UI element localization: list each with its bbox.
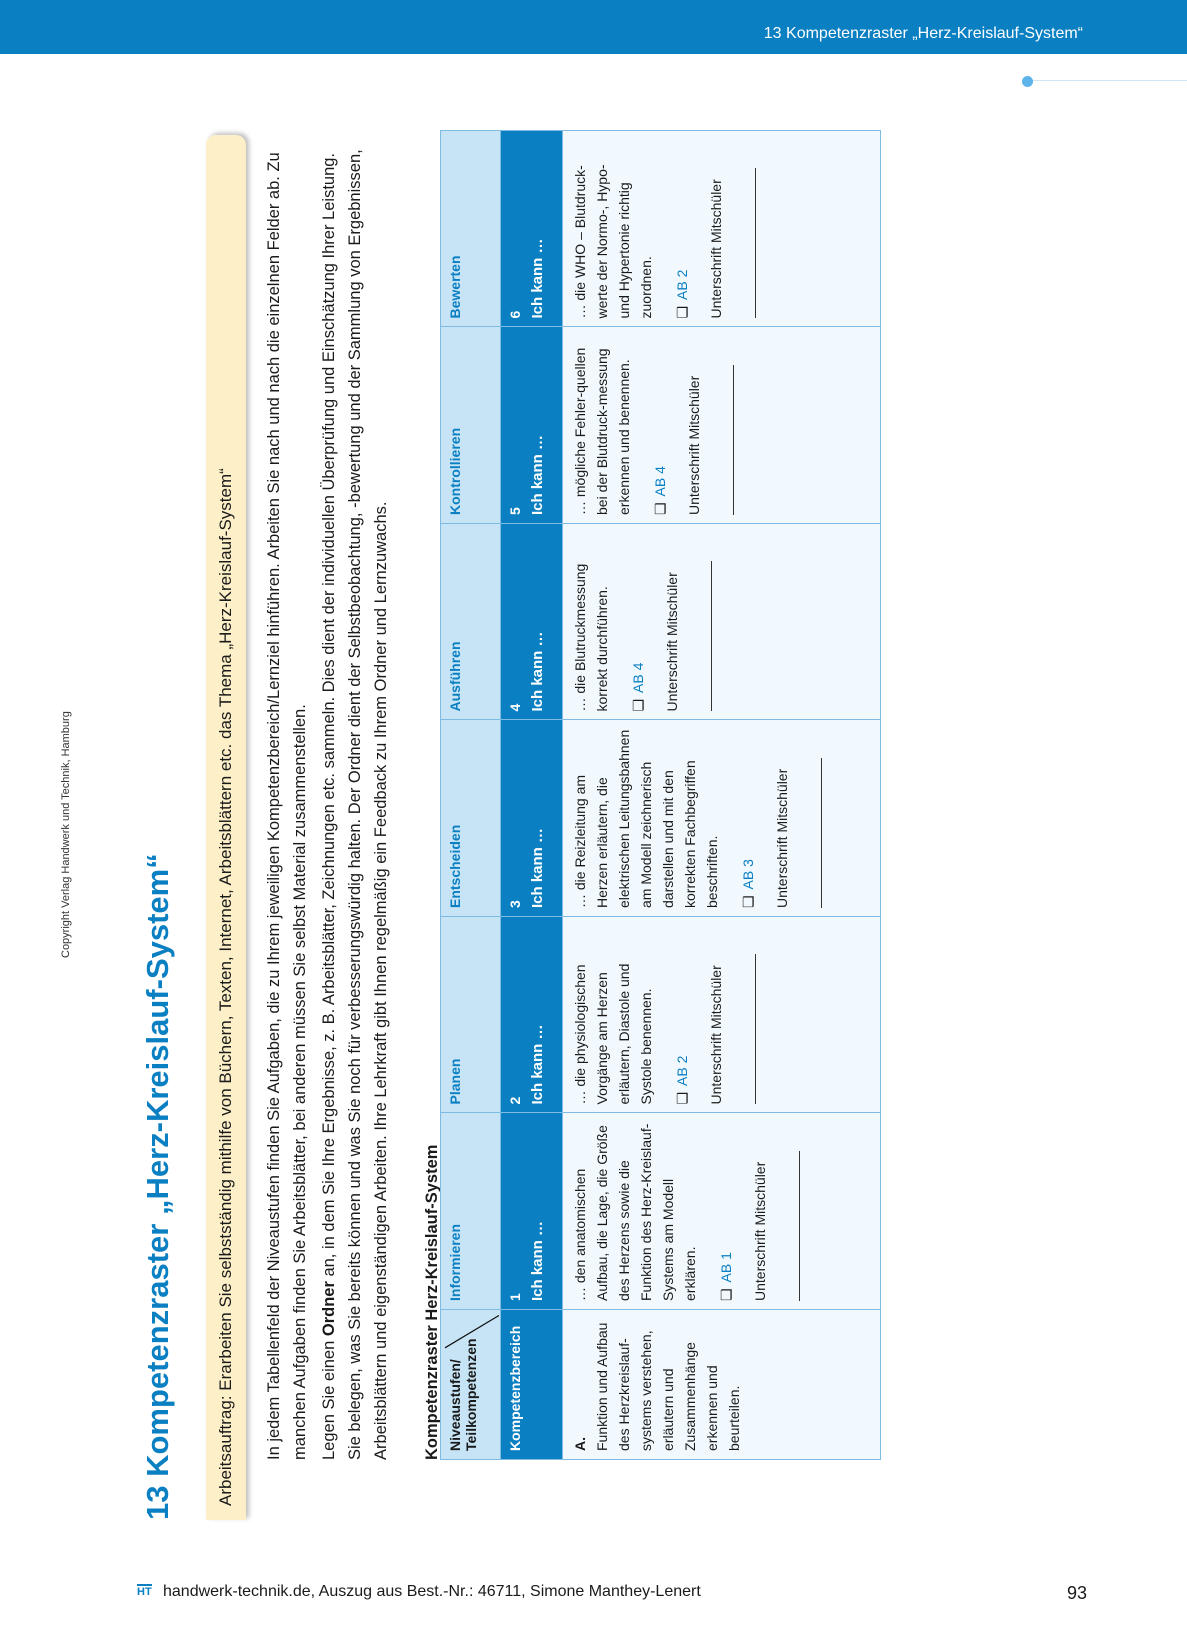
ich-kann-label: Ich kann … <box>529 631 546 712</box>
para2-bold: Ordner <box>320 1281 338 1337</box>
footer-text[interactable]: handwerk-technik.de, Auszug aus Best.-Nr.: 46711, Simone Manthey-Lenert <box>163 1583 701 1600</box>
task-text: … die Reizleitung am Herzen erläutern, die elektrischen Leitungsbahnen am Modell zeichnerisch darstellen und mit den korrekten Fachbegriffen beschriften. <box>572 729 720 908</box>
running-header: 13 Kompetenzraster „Herz-Kreislauf-System“ <box>763 25 1083 42</box>
stage-ausfuehren: Ausführen <box>441 524 501 721</box>
signature-label: Unterschrift Mitschüler <box>752 1161 768 1301</box>
signature-line[interactable] <box>711 562 712 712</box>
worksheet-ref[interactable] <box>737 729 759 909</box>
checkbox-icon[interactable]: ❑ <box>740 895 756 908</box>
level-number: 2 <box>507 1096 523 1105</box>
signature-line[interactable] <box>755 955 756 1105</box>
signature-label: Unterschrift Mitschüler <box>774 768 790 908</box>
task-cell-6 <box>563 131 881 328</box>
ich-kann-label: Ich kann … <box>529 238 546 319</box>
corner-top-cell <box>441 1310 501 1460</box>
stage-kontrollieren: Kontrollieren <box>441 327 501 524</box>
task-text: … die physiologischen Vorgänge am Herzen erläutern, Diastole und Systole benennen. <box>572 963 654 1105</box>
checkbox-icon[interactable]: ❑ <box>630 698 646 712</box>
worksheet-ref[interactable] <box>671 139 693 319</box>
task-text: … mögliche Fehler-quellen bei der Blutdruck-messung erkennen und benennen. <box>572 347 632 515</box>
worksheet-label: AB 1 <box>718 1252 734 1283</box>
worksheet-label: AB 2 <box>674 269 690 300</box>
signature-line[interactable] <box>755 169 756 319</box>
task-cell-4 <box>563 524 881 721</box>
footer <box>137 1583 1087 1607</box>
signature-line[interactable] <box>733 365 734 515</box>
stage-informieren: Informieren <box>441 1113 501 1310</box>
task-text: … die WHO – Blutdruck-werte der Normo-, Hypo- und Hypertonie richtig zuordnen. <box>572 164 654 319</box>
page-title: 13 Kompetenzraster „Herz-Kreislauf-System“ <box>140 853 175 1520</box>
signature-label: Unterschrift Mitschüler <box>686 375 702 515</box>
corner-arrow-icon <box>443 1315 499 1457</box>
table-caption: Kompetenzraster Herz-Kreislauf-System <box>423 1144 441 1460</box>
para2-start: Legen Sie einen <box>320 1336 338 1460</box>
rotated-page-content <box>130 130 920 1520</box>
level-cell-4 <box>501 524 563 721</box>
checkbox-icon[interactable]: ❑ <box>674 305 690 319</box>
signature-label: Unterschrift Mitschüler <box>708 965 724 1105</box>
checkbox-icon[interactable]: ❑ <box>718 1288 734 1301</box>
decor-line <box>1028 80 1187 81</box>
task-cell-5 <box>563 327 881 524</box>
stage-row <box>441 131 501 1460</box>
stage-planen: Planen <box>441 917 501 1114</box>
level-number: 5 <box>507 507 523 515</box>
page-number: 93 <box>1066 1583 1087 1603</box>
level-cell-5 <box>501 327 563 524</box>
ich-kann-label: Ich kann … <box>529 434 546 515</box>
row-label-cell <box>563 1310 881 1460</box>
signature-label: Unterschrift Mitschüler <box>708 179 724 319</box>
checkbox-icon[interactable]: ❑ <box>652 502 668 515</box>
corner-bottom-cell <box>501 1310 563 1460</box>
level-cell-2 <box>501 917 563 1114</box>
ich-kann-label: Ich kann … <box>529 1024 546 1105</box>
folder-paragraph <box>316 130 394 1460</box>
task-text: … den anatomischen Aufbau, die Lage, die Größe des Herzens sowie die Funktion des Herz-Kreislauf-Systems am Modell erklären. <box>572 1123 698 1301</box>
level-number: 6 <box>507 310 523 319</box>
top-bar <box>0 0 1187 54</box>
copyright-note: Copyright Verlag Handwerk und Technik, Hamburg <box>60 711 72 958</box>
para2-rest: an, in dem Sie Ihre Ergebnisse, z. B. Arbeitsblätter, Zeichnungen etc. sammeln. Dies dient der individuellen Überprüfung und Einschätzung Ihrer Leistung. Sie belegen, was Sie bereits können und was Sie noch für verbesserungswürdig halten. Der Ordner dient der Selbstbeobachtung, -bewertung und der Sammlung von Ergebnissen, Arbeitsblättern und eigenständigen Arbeiten. Ihre Lehrkraft gibt Ihnen regelmäßig ein Feedback zu Ihrem Ordner und Lernzuwachs. <box>320 149 390 1460</box>
corner-top-label: Niveaustufen/ Teilkompetenzen <box>447 1338 479 1451</box>
worksheet-label: AB 4 <box>630 662 646 693</box>
competence-table <box>440 130 881 1460</box>
task-box: Arbeitsauftrag: Erarbeiten Sie selbstständig mithilfe von Büchern, Texten, Internet, Arbeitsblättern etc. das Thema „Herz-Kreislauf-System“ <box>206 135 246 1520</box>
level-row <box>501 131 563 1460</box>
publisher-logo: HT <box>137 1586 152 1598</box>
stage-entscheiden: Entscheiden <box>441 720 501 917</box>
corner-bottom-label: Kompetenzbereich <box>507 1325 523 1451</box>
level-cell-1 <box>501 1113 563 1310</box>
level-number: 3 <box>507 900 523 908</box>
level-cell-3 <box>501 720 563 917</box>
level-number: 4 <box>507 703 523 712</box>
stage-bewerten: Bewerten <box>441 131 501 328</box>
task-row <box>563 131 881 1460</box>
task-cell-2 <box>563 917 881 1114</box>
ich-kann-label: Ich kann … <box>529 1220 546 1301</box>
signature-line[interactable] <box>821 758 822 908</box>
task-cell-3 <box>563 720 881 917</box>
level-cell-6 <box>501 131 563 328</box>
worksheet-ref[interactable] <box>671 925 693 1105</box>
row-label: Funktion und Aufbau des Herzkreislauf-systems verstehen, erläutern und Zusammenhänge erkennen und beurteilen. <box>594 1322 742 1451</box>
intro-paragraph: In jedem Tabellenfeld der Niveaustufen finden Sie Aufgaben, die zu Ihrem jeweiligen Kompetenzbereich/Lernziel hinführen. Arbeiten Sie nach und nach die einzelnen Felder ab. Zu manchen Aufgaben finden Sie Arbeitsblätter, bei anderen müssen Sie selbst Material zusammenstellen. <box>265 152 309 1460</box>
worksheet-ref[interactable] <box>715 1122 737 1302</box>
checkbox-icon[interactable]: ❑ <box>674 1091 690 1105</box>
worksheet-label: AB 4 <box>652 466 668 497</box>
worksheet-ref[interactable] <box>627 532 649 712</box>
worksheet-label: AB 3 <box>740 859 756 890</box>
task-cell-1 <box>563 1113 881 1310</box>
ich-kann-label: Ich kann … <box>529 827 546 908</box>
signature-line[interactable] <box>799 1151 800 1301</box>
task-text: … die Blutruckmessung korrekt durchführen. <box>572 563 610 712</box>
signature-label: Unterschrift Mitschüler <box>664 572 680 712</box>
level-number: 1 <box>507 1293 523 1301</box>
worksheet-label: AB 2 <box>674 1055 690 1086</box>
worksheet-ref[interactable] <box>649 336 671 516</box>
decor-dot <box>1022 76 1033 87</box>
row-letter: A. <box>572 1437 588 1451</box>
